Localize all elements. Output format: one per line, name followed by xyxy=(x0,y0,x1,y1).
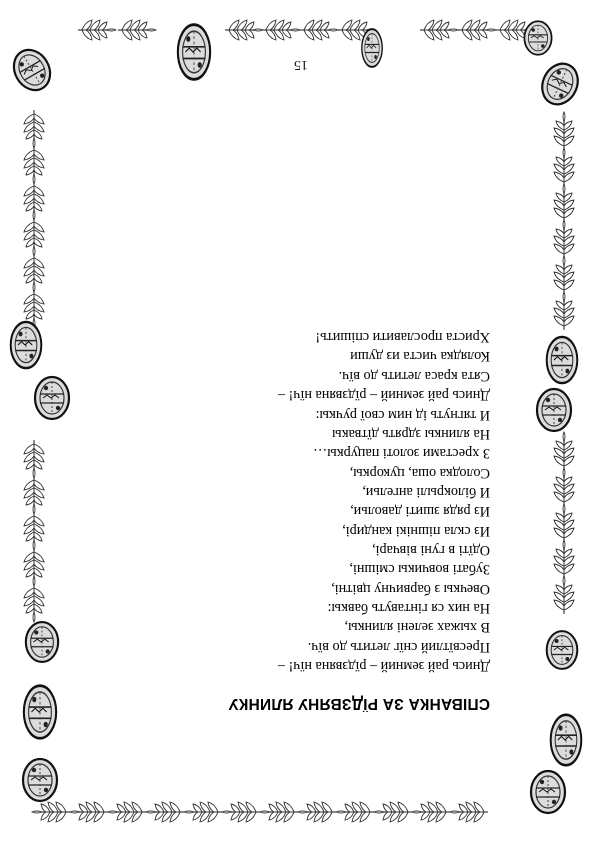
poem-line: Колядка чиста из души xyxy=(350,348,490,365)
poem-line: Пресвїтлий снїг летить до вїч. xyxy=(307,638,490,655)
poem-title: СПІВАНКА ЗА РЇДЗВЯНУ ЯЛИНКУ xyxy=(228,695,490,712)
poem-line: З хрестами золоті пацуркы… xyxy=(313,445,490,462)
poem-line: На них ся гінтавуть бавкы: xyxy=(327,599,490,616)
poem-line: На ялинкы здрять дїтвакы xyxy=(332,425,490,442)
poem-line: И білокрылі ангельи, xyxy=(362,483,490,500)
poem-line: Днись рай земний – рїдзвяна нїч! – xyxy=(277,658,490,674)
poem-line: Сята краса летить до вїч. xyxy=(338,367,490,384)
poem-line: В хыжах зелені ялинкы, xyxy=(344,619,490,636)
poem-line: Одїті в гуні вівчарі, xyxy=(372,541,490,558)
poem xyxy=(90,327,490,712)
poem-line: Зубаті вовчикы смішні, xyxy=(349,561,490,578)
poem-line: Овечкы з барвичну цвітні, xyxy=(331,580,490,597)
page-number: 15 xyxy=(294,57,308,72)
poem-line: Солодка оша, цукоркы, xyxy=(349,464,490,481)
poem-line: Из рядя зшиті давольи, xyxy=(350,503,490,520)
poem-line: И тягнуть ід ним свої ручкы: xyxy=(315,406,490,423)
poem-line: Христа прославити спішить! xyxy=(315,329,490,346)
poem-line: Днись рай земний – рїдзвяна нїч! – xyxy=(277,387,490,404)
poem-line: Из скла пішнікі кандирі, xyxy=(342,522,490,539)
